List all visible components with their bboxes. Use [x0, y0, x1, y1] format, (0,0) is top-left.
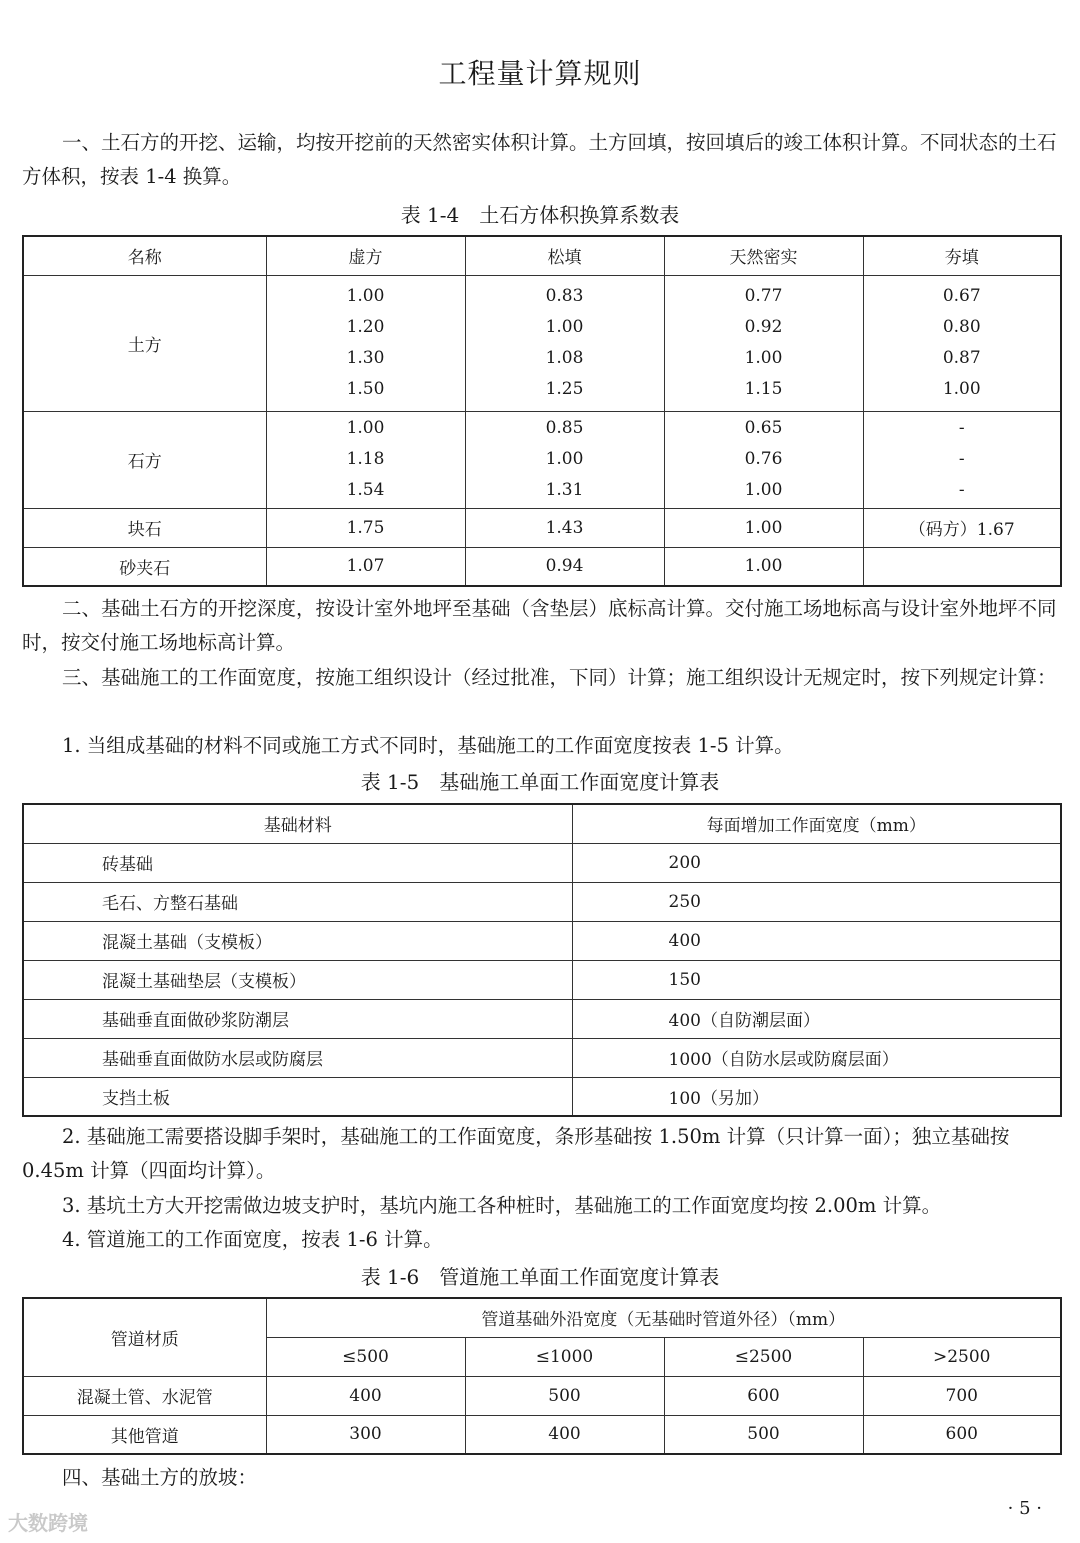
- table-cell: 混凝土基础（支模板）: [23, 921, 572, 960]
- table-row: [23, 1038, 1061, 1077]
- cell-value: 1.08: [545, 348, 584, 368]
- table-row: [23, 508, 1061, 547]
- table-1-5: [22, 803, 1062, 1117]
- cell-value: 0.87: [942, 348, 981, 368]
- table-cell: 毛石、方整石基础: [23, 882, 572, 921]
- table-cell: [465, 275, 664, 411]
- cell-value: 1.30: [346, 348, 385, 368]
- paragraph-4: 1. 当组成基础的材料不同或施工方式不同时，基础施工的工作面宽度按表 1-5 计算。: [62, 734, 794, 757]
- table-cell: 1000（自防水层或防腐层面）: [572, 1038, 1061, 1077]
- cell-value: 1.00: [346, 286, 385, 306]
- cell-value: 0.76: [744, 449, 783, 469]
- cell-value: -: [958, 480, 965, 500]
- table-header-row: [23, 804, 1061, 843]
- table-1-4-caption: 表 1-4 土石方体积换算系数表: [400, 203, 680, 227]
- table-row: [23, 843, 1061, 882]
- cell-value: 0.65: [744, 418, 783, 438]
- table-cell: 600: [664, 1376, 863, 1415]
- cell-value: 1.18: [346, 449, 385, 469]
- table-cell: 400（自防潮层面）: [572, 999, 1061, 1038]
- table-row: [23, 547, 1061, 586]
- table-cell: 500: [465, 1376, 664, 1415]
- table-row: [23, 1415, 1061, 1454]
- table-cell: 400: [572, 921, 1061, 960]
- cell-value: -: [958, 418, 965, 438]
- paragraph-8: 四、基础土方的放坡：: [62, 1466, 258, 1489]
- cell-value: 0.67: [942, 286, 981, 306]
- table-1-4: [22, 235, 1062, 587]
- table-cell: 砖基础: [23, 843, 572, 882]
- table-cell: 500: [664, 1415, 863, 1454]
- table-header-cell: 每面增加工作面宽度（mm）: [572, 804, 1061, 843]
- cell-value: 0.80: [942, 317, 981, 337]
- cell-value: -: [958, 449, 965, 469]
- cell-value: 1.54: [346, 480, 385, 500]
- table-row: [23, 882, 1061, 921]
- table-cell: [664, 411, 863, 508]
- cell-value: 1.15: [744, 379, 783, 399]
- table-cell: [465, 411, 664, 508]
- table-cell: 250: [572, 882, 1061, 921]
- table-cell: 300: [266, 1415, 465, 1454]
- table-cell: 基础垂直面做防水层或防腐层: [23, 1038, 572, 1077]
- table-header-cell: >2500: [863, 1337, 1061, 1376]
- cell-value: 1.00: [744, 348, 783, 368]
- table-row: [23, 960, 1061, 999]
- table-cell: 混凝土基础垫层（支模板）: [23, 960, 572, 999]
- table-cell: 1.75: [266, 508, 465, 547]
- table-cell: 200: [572, 843, 1061, 882]
- table-cell: [664, 275, 863, 411]
- table-row: [23, 411, 1061, 508]
- table-cell: 1.43: [465, 508, 664, 547]
- table-cell: 0.94: [465, 547, 664, 586]
- table-cell: [863, 275, 1061, 411]
- cell-value: 1.00: [545, 449, 584, 469]
- table-cell: 150: [572, 960, 1061, 999]
- paragraph-1: 一、土石方的开挖、运输，均按开挖前的天然密实体积计算。土方回填，按回填后的竣工体积计算。不同状态的土石方体积，按表 1-4 换算。: [22, 131, 1057, 188]
- table-header-cell: 夯填: [863, 236, 1061, 275]
- table-cell: 100（另加）: [572, 1077, 1061, 1116]
- row-label: 土方: [23, 275, 266, 411]
- table-cell: [863, 411, 1061, 508]
- table-cell: [266, 275, 465, 411]
- table-cell: （码方）1.67: [863, 508, 1061, 547]
- page-title: 工程量计算规则: [438, 57, 642, 90]
- table-1-5-caption: 表 1-5 基础施工单面工作面宽度计算表: [360, 770, 720, 794]
- table-header-cell: ≤2500: [664, 1337, 863, 1376]
- paragraph-6: 3. 基坑土方大开挖需做边坡支护时，基坑内施工各种桩时，基础施工的工作面宽度均按 2.00m 计算。: [62, 1194, 942, 1217]
- table-cell: [266, 411, 465, 508]
- cell-value: 1.25: [545, 379, 584, 399]
- table-cell: 混凝土管、水泥管: [23, 1376, 266, 1415]
- cell-value: 1.00: [545, 317, 584, 337]
- cell-value: 1.00: [346, 418, 385, 438]
- table-1-6: [22, 1297, 1062, 1455]
- table-cell: 支挡土板: [23, 1077, 572, 1116]
- row-label: 块石: [23, 508, 266, 547]
- paragraph-2: 二、基础土石方的开挖深度，按设计室外地坪至基础（含垫层）底标高计算。交付施工场地标高与设计室外地坪不同时，按交付施工场地标高计算。: [22, 597, 1057, 654]
- cell-value: 1.00: [942, 379, 981, 399]
- paragraph-7: 4. 管道施工的工作面宽度，按表 1-6 计算。: [62, 1228, 443, 1251]
- table-header-cell: 基础材料: [23, 804, 572, 843]
- table-header-cell: 管道材质: [23, 1298, 266, 1376]
- watermark: 大数跨境: [8, 1511, 88, 1535]
- cell-value: 0.77: [744, 286, 783, 306]
- table-cell: 基础垂直面做砂浆防潮层: [23, 999, 572, 1038]
- page-number: · 5 ·: [1007, 1498, 1042, 1519]
- table-header-row: [23, 236, 1061, 275]
- table-row: [23, 1077, 1061, 1116]
- table-cell: 600: [863, 1415, 1061, 1454]
- paragraph-5: 2. 基础施工需要搭设脚手架时，基础施工的工作面宽度，条形基础按 1.50m 计算（只计算一面）；独立基础按 0.45m 计算（四面均计算）。: [22, 1125, 1010, 1182]
- paragraph-3: 三、基础施工的工作面宽度，按施工组织设计（经过批准，下同）计算；施工组织设计无规定时，按下列规定计算：: [62, 666, 1057, 689]
- table-header-cell: 名称: [23, 236, 266, 275]
- table-header-cell: 虚方: [266, 236, 465, 275]
- row-label: 石方: [23, 411, 266, 508]
- table-cell: 400: [266, 1376, 465, 1415]
- cell-value: 1.20: [346, 317, 385, 337]
- table-header-cell: ≤500: [266, 1337, 465, 1376]
- table-row: [23, 999, 1061, 1038]
- table-cell: 700: [863, 1376, 1061, 1415]
- cell-value: 1.50: [346, 379, 385, 399]
- row-label: 砂夹石: [23, 547, 266, 586]
- table-header-row: [23, 1298, 1061, 1337]
- table-cell: 1.00: [664, 547, 863, 586]
- table-cell: 1.00: [664, 508, 863, 547]
- table-cell: [863, 547, 1061, 586]
- cell-value: 0.92: [744, 317, 783, 337]
- table-row: [23, 275, 1061, 411]
- cell-value: 1.00: [744, 480, 783, 500]
- table-header-cell: 松填: [465, 236, 664, 275]
- table-header-cell: ≤1000: [465, 1337, 664, 1376]
- cell-value: 1.31: [545, 480, 584, 500]
- cell-value: 0.85: [545, 418, 584, 438]
- table-cell: 1.07: [266, 547, 465, 586]
- table-header-cell: 天然密实: [664, 236, 863, 275]
- cell-value: 0.83: [545, 286, 584, 306]
- table-1-6-caption: 表 1-6 管道施工单面工作面宽度计算表: [360, 1265, 720, 1289]
- table-row: [23, 921, 1061, 960]
- table-cell: 其他管道: [23, 1415, 266, 1454]
- table-row: [23, 1376, 1061, 1415]
- table-cell: 400: [465, 1415, 664, 1454]
- table-header-cell: 管道基础外沿宽度（无基础时管道外径）（mm）: [266, 1298, 1061, 1337]
